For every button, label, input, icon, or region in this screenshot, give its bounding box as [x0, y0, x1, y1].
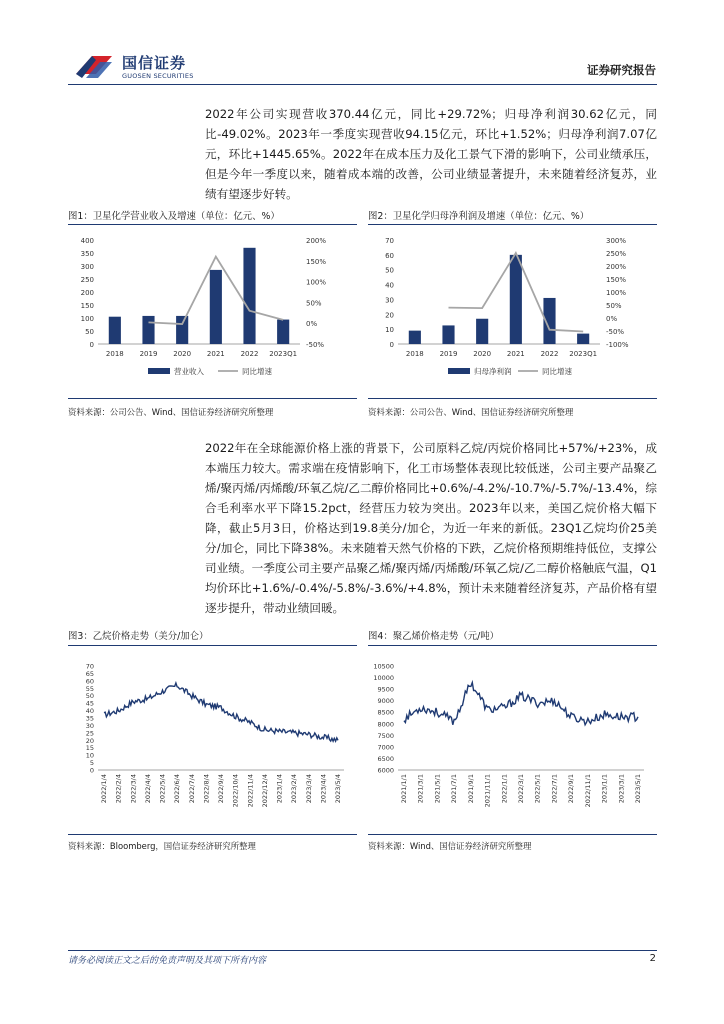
x-tick-label: 2023/3/1	[617, 774, 626, 804]
y-tick-label: 5	[89, 759, 94, 768]
x-tick-label: 2022	[540, 350, 559, 358]
legend-bar-label: 营业收入	[174, 367, 204, 376]
x-tick-label: 2023Q1	[269, 350, 298, 358]
y-tick-label: 70	[85, 662, 94, 671]
y2-tick-label: 100%	[306, 278, 327, 287]
figure-4-top-rule	[368, 645, 657, 646]
y-tick-label: 8000	[377, 720, 394, 729]
figure-2-chart	[368, 228, 658, 386]
footer-disclaimer: 请务必阅读正文之后的免责声明及其项下所有内容	[68, 956, 267, 966]
y-tick-label: 20	[385, 311, 394, 320]
y-tick-label: 6500	[377, 754, 394, 763]
y2-tick-label: -50%	[306, 341, 325, 349]
y-tick-label: 10	[85, 751, 94, 760]
y2-tick-label: -100%	[606, 341, 629, 349]
bar	[510, 255, 522, 344]
bar	[176, 316, 188, 344]
report-type-label: 证券研究报告	[587, 63, 656, 77]
figure-2-top-rule	[368, 224, 657, 225]
x-tick-label: 2023/4/4	[319, 774, 328, 804]
legend-line-label: 同比增速	[242, 367, 272, 376]
y-tick-label: 100	[80, 315, 94, 323]
x-tick-label: 2021/9/1	[466, 774, 475, 804]
y-tick-label: 150	[80, 302, 94, 310]
y2-tick-label: 150%	[606, 276, 627, 284]
logo-en-text: GUOSEN SECURITIES	[122, 72, 194, 80]
x-tick-label: 2018	[405, 350, 424, 358]
y2-tick-label: 100%	[606, 289, 627, 297]
figure-3-bottom-rule	[68, 834, 357, 835]
x-tick-label: 2022/7/1	[550, 774, 559, 804]
x-tick-label: 2022/6/4	[173, 774, 182, 804]
y-tick-label: 70	[385, 237, 394, 245]
bar	[277, 320, 289, 344]
footer-divider	[68, 950, 657, 951]
y-tick-label: 35	[85, 714, 94, 723]
y-tick-label: 350	[80, 250, 94, 258]
x-tick-label: 2023/1/4	[275, 774, 284, 804]
y-tick-label: 30	[85, 721, 94, 730]
y-tick-label: 15	[85, 744, 94, 753]
y-tick-label: 20	[85, 736, 94, 745]
bar	[210, 270, 222, 344]
x-tick-label: 2022/5/4	[158, 774, 167, 804]
price-line	[404, 683, 638, 725]
x-tick-label: 2023/3/4	[304, 774, 313, 804]
x-tick-label: 2021	[206, 350, 225, 358]
y-tick-label: 10500	[373, 662, 394, 671]
y-tick-label: 400	[80, 237, 94, 245]
bar	[476, 319, 488, 344]
y-tick-label: 60	[85, 677, 94, 686]
x-tick-label: 2019	[139, 350, 158, 358]
y2-tick-label: 200%	[306, 237, 327, 245]
x-tick-label: 2022/1/4	[100, 774, 108, 804]
x-tick-label: 2023/1/1	[600, 774, 609, 804]
x-tick-label: 2021	[506, 350, 525, 358]
figure-4-title: 图4：聚乙烯价格走势（元/吨）	[368, 631, 499, 642]
figure-4-source: 资料来源：Wind、国信证券经济研究所整理	[368, 841, 532, 851]
y-tick-label: 40	[385, 281, 394, 290]
x-tick-label: 2022/11/4	[246, 774, 255, 808]
legend-bar-label: 归母净利润	[474, 367, 512, 376]
x-tick-label: 2022/10/4	[231, 774, 240, 808]
x-tick-label: 2023/2/4	[290, 774, 299, 804]
figure-4-bottom-rule	[368, 834, 657, 835]
x-tick-label: 2022/11/1	[583, 774, 592, 808]
x-tick-label: 2022/8/4	[202, 774, 211, 804]
x-tick-label: 2021/11/1	[483, 774, 492, 808]
x-tick-label: 2022/1/1	[500, 774, 509, 804]
figure-3-source: 资料来源：Bloomberg，国信证券经济研究所整理	[68, 841, 256, 851]
y-tick-label: 60	[385, 251, 394, 260]
x-tick-label: 2022/3/1	[517, 774, 525, 804]
y-tick-label: 9000	[377, 697, 394, 706]
y-tick-label: 7500	[377, 731, 394, 740]
y-tick-label: 50	[385, 266, 394, 275]
bar	[243, 248, 255, 344]
x-tick-label: 2021/7/1	[450, 774, 459, 804]
y-tick-label: 0	[89, 766, 94, 775]
x-tick-label: 2022/2/4	[114, 774, 123, 804]
x-tick-label: 2023/5/1	[634, 774, 642, 804]
x-tick-label: 2022	[240, 350, 259, 358]
figure-3-chart	[68, 650, 358, 830]
paragraph-2-text: 2022年在全球能源价格上涨的背景下，公司原料乙烷/丙烷价格同比+57%/+23%，成本端压力较大。需求端在疫情影响下，化工市场整体表现比较低迷，公司主要产品聚乙烯/聚丙烯/丙烯酸/环氧乙烷/乙二醇价格同比+0.6%/-4.2%/-10.7%/-5.7%/-13.4%，综合毛利率水平下降15.2pct，经营压力较为突出。2023年以来，美国乙烷价格大幅下降，截止5月3日，价格达到19.8美分/加仑，为近一年来的新低。23Q1乙烷均价25美分/加仑，同比下降38%。未来随着天然气价格的下跌，乙烷价格预期维持低位，支撑公司业绩。一季度公司主要产品聚乙烯/聚丙烯/丙烯酸/环氧乙烷/乙二醇价格触底气温，Q1均价环比+1.6%/-0.4%/-5.8%/-3.6%/+4.8%，预计未来随着经济复苏，产品价格有望逐步提升，带动业绩回暖。	[205, 441, 657, 615]
x-tick-label: 2022/12/4	[260, 774, 269, 808]
x-tick-label: 2022/4/4	[143, 774, 152, 804]
figure-2-source: 资料来源：公司公告、Wind、国信证券经济研究所整理	[368, 407, 574, 417]
header-divider	[68, 84, 657, 85]
bar	[442, 325, 454, 344]
figure-1-top-rule	[68, 224, 357, 225]
y-tick-label: 9500	[377, 685, 394, 694]
y-tick-label: 50	[85, 692, 94, 701]
y-tick-label: 300	[80, 263, 94, 271]
figure-1-bottom-rule	[68, 398, 357, 399]
figure-4-chart	[368, 650, 658, 830]
y-tick-label: 50	[85, 328, 94, 336]
y2-tick-label: 300%	[606, 237, 627, 245]
y-tick-label: 65	[85, 669, 94, 678]
legend-line-label: 同比增速	[542, 367, 572, 376]
y2-tick-label: 50%	[306, 299, 322, 308]
y-tick-label: 30	[385, 296, 394, 305]
x-tick-label: 2022/7/4	[187, 774, 196, 804]
logo-cn-text: 国信证券	[122, 54, 187, 72]
bar	[577, 334, 589, 344]
y-tick-label: 45	[85, 699, 94, 708]
x-tick-label: 2023/5/4	[334, 774, 342, 804]
figure-2-title: 图2：卫星化学归母净利润及增速（单位：亿元、%）	[368, 211, 590, 222]
y-tick-label: 250	[80, 276, 94, 284]
y2-tick-label: 200%	[606, 263, 627, 271]
y-tick-label: 200	[80, 289, 94, 297]
y-tick-label: 8500	[377, 708, 394, 717]
y2-tick-label: 250%	[606, 250, 627, 258]
y-tick-label: 55	[85, 684, 94, 693]
legend-bar-swatch	[148, 368, 170, 374]
y2-tick-label: -50%	[606, 328, 625, 336]
y2-tick-label: 150%	[306, 257, 327, 266]
paragraph-2	[205, 438, 657, 618]
x-tick-label: 2022/3/4	[129, 774, 138, 804]
y2-tick-label: 50%	[606, 302, 622, 310]
bar	[142, 316, 154, 344]
x-tick-label: 2021/5/1	[433, 774, 442, 804]
y-tick-label: 10	[385, 326, 394, 335]
y-tick-label: 40	[85, 707, 94, 716]
x-tick-label: 2021/3/1	[416, 774, 425, 804]
paragraph-1-text: 2022年公司实现营收370.44亿元，同比+29.72%；归母净利润30.62亿元，同比-49.02%。2023年一季度实现营收94.15亿元，环比+1.52%；归母净利润7.07亿元，环比+1445.65%。2022年在成本压力及化工景气下滑的影响下，公司业绩承压，但是今年一季度以来，随着成本端的改善，公司业绩显著提升，未来随着经济复苏，业绩有望逐步好转。	[205, 107, 657, 201]
x-tick-label: 2022/5/1	[533, 774, 542, 804]
figure-1-source: 资料来源：公司公告、Wind、国信证券经济研究所整理	[68, 407, 274, 417]
page-number: 2	[649, 953, 656, 964]
y-tick-label: 6000	[377, 766, 394, 775]
paragraph-1	[205, 104, 657, 204]
x-tick-label: 2023Q1	[569, 350, 598, 358]
bar	[409, 331, 421, 344]
price-line	[104, 683, 338, 741]
x-tick-label: 2022/9/1	[567, 774, 576, 804]
x-tick-label: 2018	[105, 350, 124, 358]
figure-3-title: 图3：乙烷价格走势（美分/加仑）	[68, 631, 209, 642]
bar	[109, 317, 121, 344]
legend-bar-swatch	[448, 368, 470, 374]
x-tick-label: 2021/1/1	[400, 774, 408, 804]
x-tick-label: 2020	[173, 350, 192, 358]
figure-2-bottom-rule	[368, 398, 657, 399]
y-tick-label: 0	[389, 341, 394, 349]
y-tick-label: 25	[85, 729, 94, 738]
figure-1-title: 图1：卫星化学营业收入及增速（单位：亿元、%）	[68, 211, 280, 222]
x-tick-label: 2022/9/4	[217, 774, 225, 804]
y-tick-label: 7000	[377, 743, 394, 752]
y-tick-label: 0	[89, 341, 94, 349]
y2-tick-label: 0%	[306, 320, 318, 329]
y2-tick-label: 0%	[606, 315, 618, 323]
x-tick-label: 2020	[473, 350, 492, 358]
figure-1-chart	[68, 228, 358, 386]
x-tick-label: 2019	[439, 350, 458, 358]
y-tick-label: 10000	[373, 674, 394, 683]
company-logo-mark	[72, 50, 116, 84]
figure-3-top-rule	[68, 645, 357, 646]
